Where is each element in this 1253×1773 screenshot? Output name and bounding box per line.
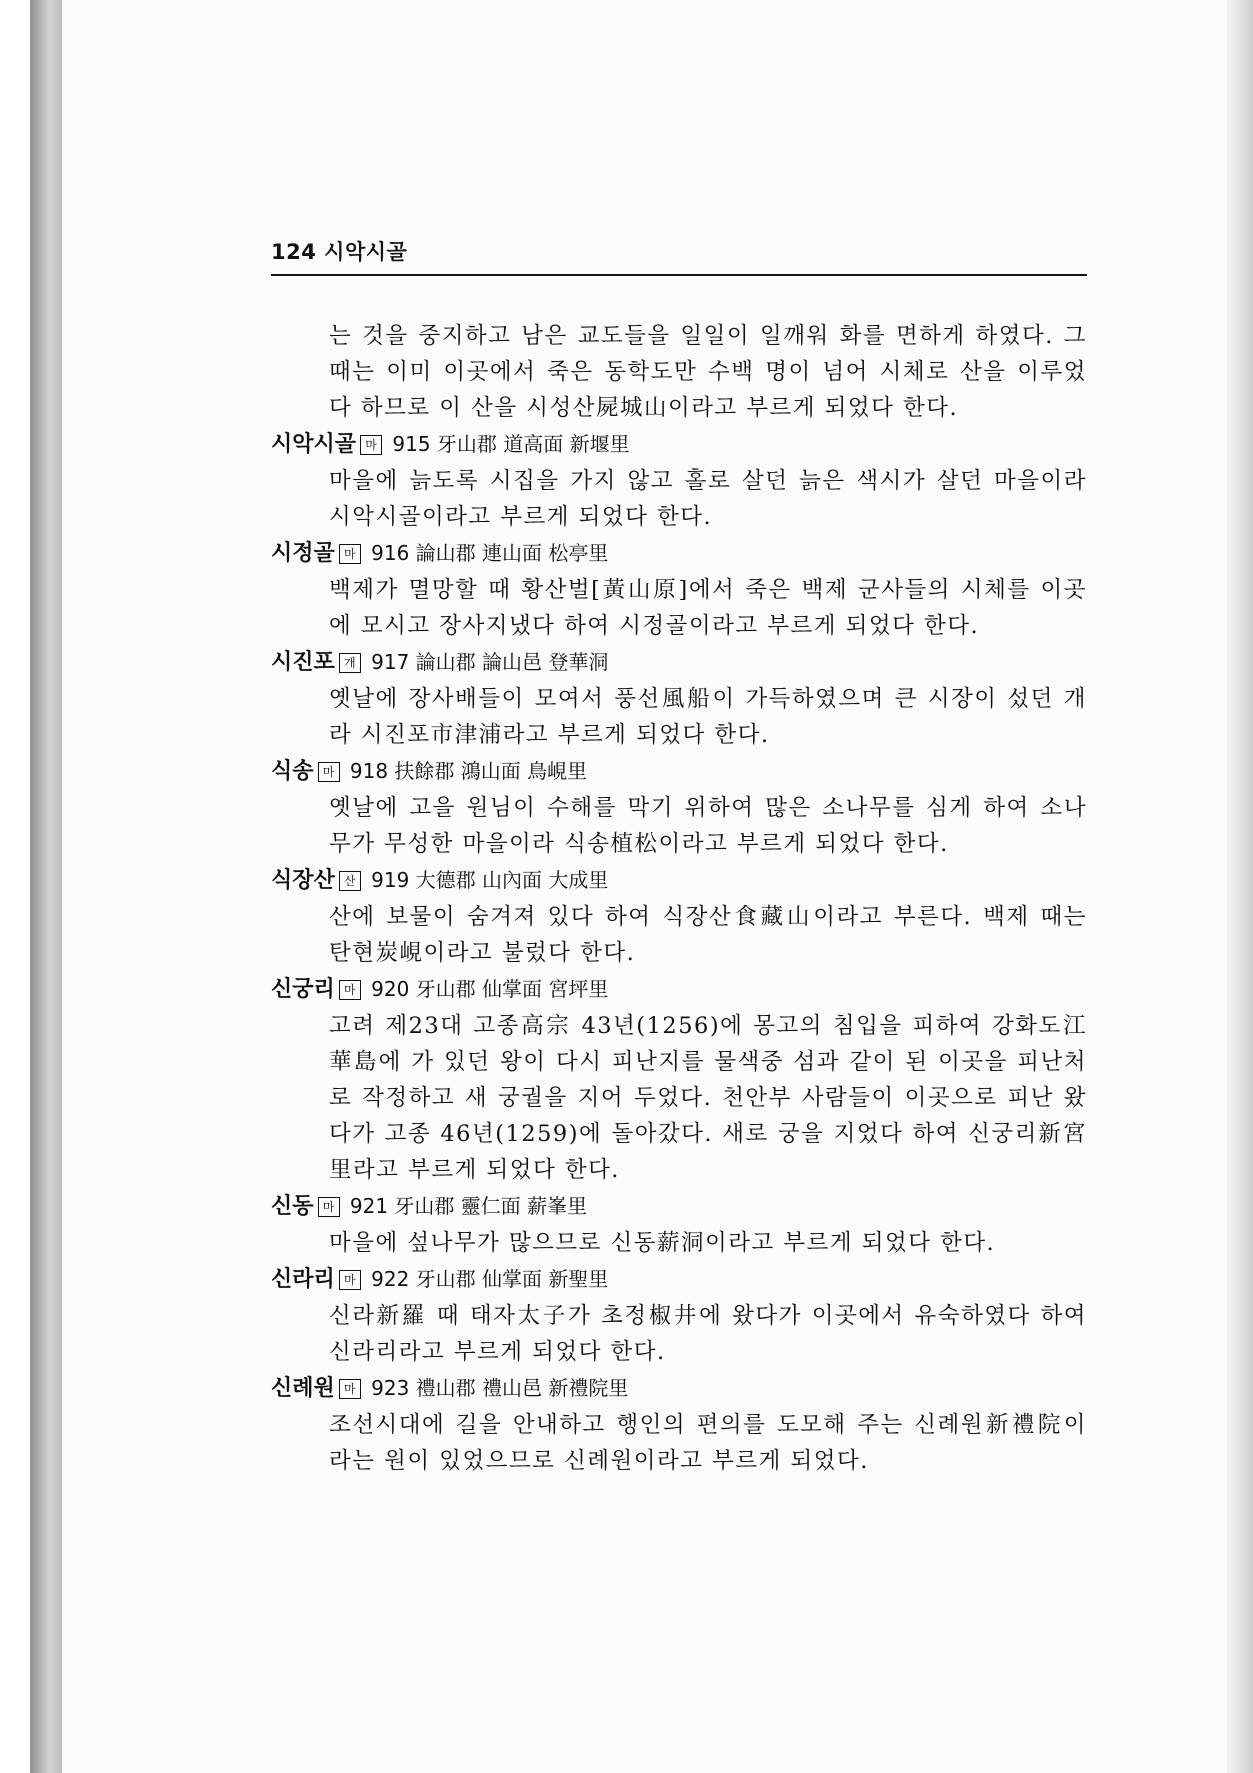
entry-heading [271, 862, 1087, 899]
book-spine-edge [30, 0, 63, 1773]
entry-name: 식송 [271, 759, 314, 784]
header-rule [271, 274, 1087, 276]
page-body [271, 318, 1087, 1479]
entry-heading [271, 1370, 1087, 1407]
entry-number: 923 [371, 1376, 410, 1400]
entry-number: 921 [349, 1194, 389, 1218]
entry-location: 大德郡 山內面 大成里 [415, 868, 609, 892]
entry-number: 916 [371, 541, 410, 565]
entry-text: 마을에 늙도록 시집을 가지 않고 홀로 살던 늙은 색시가 살던 마을이라 시악시골이라고 부르게 되었다 한다. [329, 468, 1087, 530]
entry-text: 조선시대에 길을 안내하고 행인의 편의를 도모해 주는 신례원新禮院이라는 원이 있었으므로 신례원이라고 부르게 되었다. [329, 1412, 1087, 1474]
entry-name: 신례원 [271, 1376, 335, 1401]
entry-type-badge: 산 [339, 871, 361, 891]
entry-heading [271, 753, 1087, 790]
entry-name: 신궁리 [271, 977, 335, 1002]
page-stack-edge [1227, 0, 1253, 1773]
entry-916 [271, 535, 1087, 644]
entry-type-badge: 마 [339, 980, 361, 1000]
entry-915 [271, 426, 1087, 535]
entry-heading [271, 426, 1087, 463]
entry-number: 922 [371, 1267, 410, 1291]
entry-number: 917 [371, 650, 410, 674]
entry-918 [271, 753, 1087, 862]
entry-heading [271, 1261, 1087, 1298]
entry-location: 牙山郡 靈仁面 薪峯里 [394, 1194, 588, 1218]
entry-location: 論山郡 論山邑 登華洞 [415, 650, 609, 674]
entry-text: 고려 제23대 고종高宗 43년(1256)에 몽고의 침입을 피하여 강화도江華島에 가 있던 왕이 다시 피난지를 물색중 섬과 같이 된 이곳을 피난처로 작정하고 새 궁궐을 지어 두었다. 천안부 사람들이 이곳으로 피난 왔다가 고종 46년(1259)에 돌아갔다. 새로 궁을 지었다 하여 신궁리新宮里라고 부르게 되었다 한다. [329, 1013, 1087, 1183]
entry-heading [271, 1188, 1087, 1225]
entry-text: 산에 보물이 숨겨져 있다 하여 식장산食藏山이라고 부른다. 백제 때는 탄현炭峴이라고 불렀다 한다. [329, 904, 1087, 966]
entry-text: 신라新羅 때 태자太子가 초정椒井에 왔다가 이곳에서 유숙하였다 하여 신라리라고 부르게 되었다 한다. [329, 1303, 1087, 1365]
entry-location: 牙山郡 仙掌面 新聖里 [415, 1267, 609, 1291]
entry-number: 920 [371, 977, 410, 1001]
entry-917 [271, 644, 1087, 753]
entry-name: 시정골 [271, 541, 335, 566]
entry-922 [271, 1261, 1087, 1370]
entry-location: 牙山郡 仙掌面 宮坪里 [415, 977, 609, 1001]
entry-heading [271, 644, 1087, 681]
entry-name: 신동 [271, 1194, 314, 1219]
entry-919 [271, 862, 1087, 971]
entry-number: 918 [349, 759, 389, 783]
running-head [271, 236, 1087, 266]
entry-text: 마을에 섶나무가 많으므로 신동薪洞이라고 부르게 되었다 한다. [329, 1230, 996, 1256]
entry-type-badge: 마 [318, 762, 340, 782]
entry-type-badge: 마 [360, 435, 382, 455]
entry-type-badge: 마 [339, 1270, 361, 1290]
entry-type-badge: 개 [339, 653, 361, 673]
entry-920 [271, 971, 1087, 1188]
entry-heading [271, 535, 1087, 572]
entry-text: 옛날에 고을 원님이 수해를 막기 위하여 많은 소나무를 심게 하여 소나무가 무성한 마을이라 식송植松이라고 부르게 되었다 한다. [329, 795, 1087, 857]
continuation-paragraph: 는 것을 중지하고 남은 교도들을 일일이 일깨워 화를 면하게 하였다. 그때는 이미 이곳에서 죽은 동학도만 수백 명이 넘어 시체로 산을 이루었다 하므로 이 산을 시성산屍城山이라고 부르게 되었다 한다. [329, 323, 1087, 421]
entry-location: 論山郡 連山面 松亭里 [415, 541, 609, 565]
entry-name: 식장산 [271, 868, 335, 893]
entry-921 [271, 1188, 1087, 1261]
entry-location: 禮山郡 禮山邑 新禮院里 [415, 1376, 629, 1400]
entry-923 [271, 1370, 1087, 1479]
page-number: 124 [271, 240, 317, 264]
entry-type-badge: 마 [318, 1197, 340, 1217]
entry-text: 백제가 멸망할 때 황산벌[黃山原]에서 죽은 백제 군사들의 시체를 이곳에 모시고 장사지냈다 하여 시정골이라고 부르게 되었다 한다. [329, 577, 1087, 639]
entry-text: 옛날에 장사배들이 모여서 풍선風船이 가득하였으며 큰 시장이 섰던 개라 시진포市津浦라고 부르게 되었다 한다. [329, 686, 1087, 748]
entry-name: 신라리 [271, 1267, 335, 1292]
entry-name: 시진포 [271, 650, 335, 675]
entry-name: 시악시골 [271, 432, 357, 457]
entry-type-badge: 마 [339, 1379, 361, 1399]
section-title: 시악시골 [324, 240, 408, 264]
entry-location: 牙山郡 道高面 新堰里 [436, 432, 630, 456]
entry-number: 919 [371, 868, 410, 892]
entry-heading [271, 971, 1087, 1008]
entry-type-badge: 마 [339, 544, 361, 564]
entry-number: 915 [392, 432, 431, 456]
entry-location: 扶餘郡 鴻山面 鳥峴里 [394, 759, 588, 783]
